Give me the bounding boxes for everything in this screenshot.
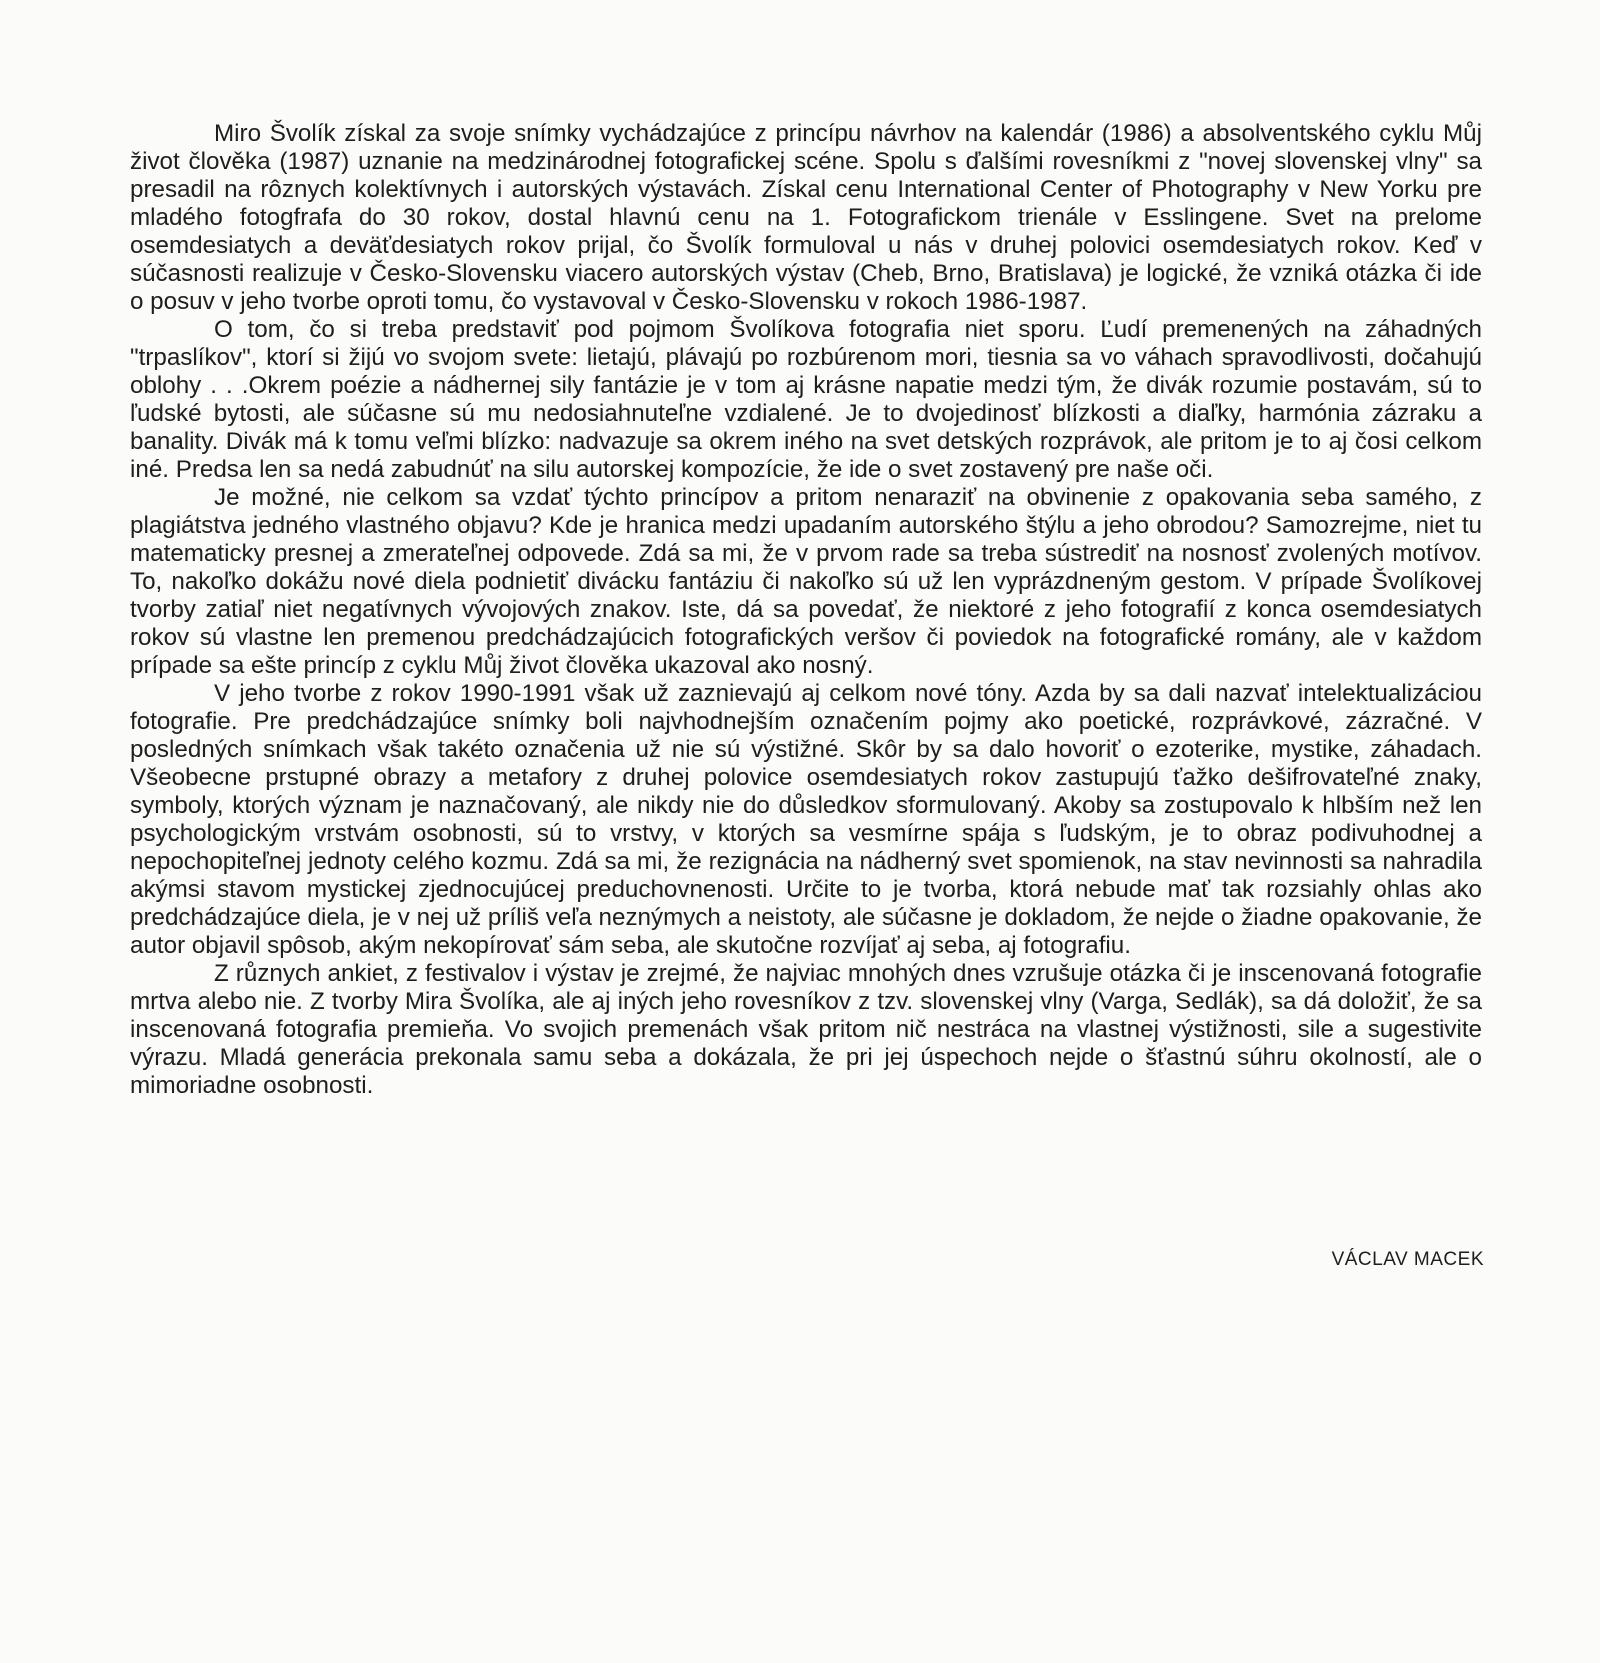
paragraph: Je možné, nie celkom sa vzdať týchto princípov a pritom nenaraziť na obvinenie z opakovania seba samého, z plagiátstva jedného vlastného objavu? Kde je hranica medzi upadaním autorského štýlu a jeho obrodou? Samozrejme, niet tu matematicky presnej a zmerateľnej odpovede. Zdá sa mi, že v prvom rade sa treba sústrediť na nosnosť zvolených motívov. To, nakoľko dokážu nové diela podnietiť divácku fantáziu či nakoľko sú už len vyprázdneným gestom. V prípade Švolíkovej tvorby zatiaľ niet negatívnych vývojových znakov. Iste, dá sa povedať, že niektoré z jeho fotografií z konca osemdesiatych rokov sú vlastne len premenou predchádzajúcich fotografických veršov či poviedok na fotografické romány, ale v každom prípade sa ešte princíp z cyklu Můj život člověka ukazoval ako nosný. (130, 484, 1482, 679)
author-signature: VÁCLAV MACEK (1331, 1249, 1484, 1270)
paragraph: Miro Švolík získal za svoje snímky vychádzajúce z princípu návrhov na kalendár (1986) a absolventského cyklu Můj život člověka (1987) uznanie na medzinárodnej fotografickej scéne. Spolu s ďalšími rovesníkmi z "novej slovenskej vlny" sa presadil na rôznych kolektívnych i autorských výstavách. Získal cenu International Center of Photography v New Yorku pre mladého fotogfrafa do 30 rokov, dostal hlavnú cenu na 1. Fotografickom trienále v Esslingene. Svet na prelome osemdesiatych a deväťdesiatych rokov prijal, čo Švolík formuloval u nás v druhej polovici osemdesiatych rokov. Keď v súčasnosti realizuje v Česko-Slovensku viacero autorských výstav (Cheb, Brno, Bratislava) je logické, že vzniká otázka či ide o posuv v jeho tvorbe oproti tomu, čo vystavoval v Česko-Slovensku v rokoch 1986-1987. (130, 120, 1482, 315)
article-body (130, 120, 1482, 1100)
paragraph: O tom, čo si treba predstaviť pod pojmom Švolíkova fotografia niet sporu. Ľudí premenených na záhadných "trpaslíkov", ktorí si žijú vo svojom svete: lietajú, plávajú po rozbúrenom mori, tiesnia sa vo váhach spravodlivosti, dočahujú oblohy . . .Okrem poézie a nádhernej sily fantázie je v tom aj krásne napatie medzi tým, že divák rozumie postavám, sú to ľudské bytosti, ale súčasne sú mu nedosiahnuteľne vzdialené. Je to dvojedinosť blízkosti a diaľky, harmónia zázraku a banality. Divák má k tomu veľmi blízko: nadvazuje sa okrem iného na svet detských rozprávok, ale pritom je to aj čosi celkom iné. Predsa len sa nedá zabudnúť na silu autorskej kompozície, že ide o svet zostavený pre naše oči. (130, 316, 1482, 483)
paragraph: V jeho tvorbe z rokov 1990-1991 však už zaznievajú aj celkom nové tóny. Azda by sa dali nazvať intelektualizáciou fotografie. Pre predchádzajúce snímky boli najvhodnejším označením pojmy ako poetické, rozprávkové, zázračné. V posledných snímkach však takéto označenia už nie sú výstižné. Skôr by sa dalo hovoriť o ezoterike, mystike, záhadach. Všeobecne prstupné obrazy a metafory z druhej polovice osemdesiatych rokov zastupujú ťažko dešifrovateľné znaky, symboly, ktorých význam je naznačovaný, ale nikdy nie do důsledkov sformulovaný. Akoby sa zostupovalo k hlbším než len psychologickým vrstvám osobnosti, sú to vrstvy, v ktorých sa vesmírne spája s ľudským, je to obraz podivuhodnej a nepochopiteľnej jednoty celého kozmu. Zdá sa mi, že rezignácia na nádherný svet spomienok, na stav nevinnosti sa nahradila akýmsi stavom mystickej zjednocujúcej preduchovnenosti. Určite to je tvorba, ktorá nebude mať tak rozsiahly ohlas ako predchádzajúce diela, je v nej už príliš veľa neznýmych a neistoty, ale súčasne je dokladom, že nejde o žiadne opakovanie, že autor objavil spôsob, akým nekopírovať sám seba, ale skutočne rozvíjať aj seba, aj fotografiu. (130, 680, 1482, 959)
paragraph: Z různych ankiet, z festivalov i výstav je zrejmé, že najviac mnohých dnes vzrušuje otázka či je inscenovaná fotografie mrtva alebo nie. Z tvorby Mira Švolíka, ale aj iných jeho rovesníkov z tzv. slovenskej vlny (Varga, Sedlák), sa dá doložiť, že sa inscenovaná fotografia premieňa. Vo svojich premenách však pritom nič nestráca na vlastnej výstižnosti, sile a sugestivite výrazu. Mladá generácia prekonala samu seba a dokázala, že pri jej úspechoch nejde o šťastnú súhru okolností, ale o mimoriadne osobnosti. (130, 960, 1482, 1099)
